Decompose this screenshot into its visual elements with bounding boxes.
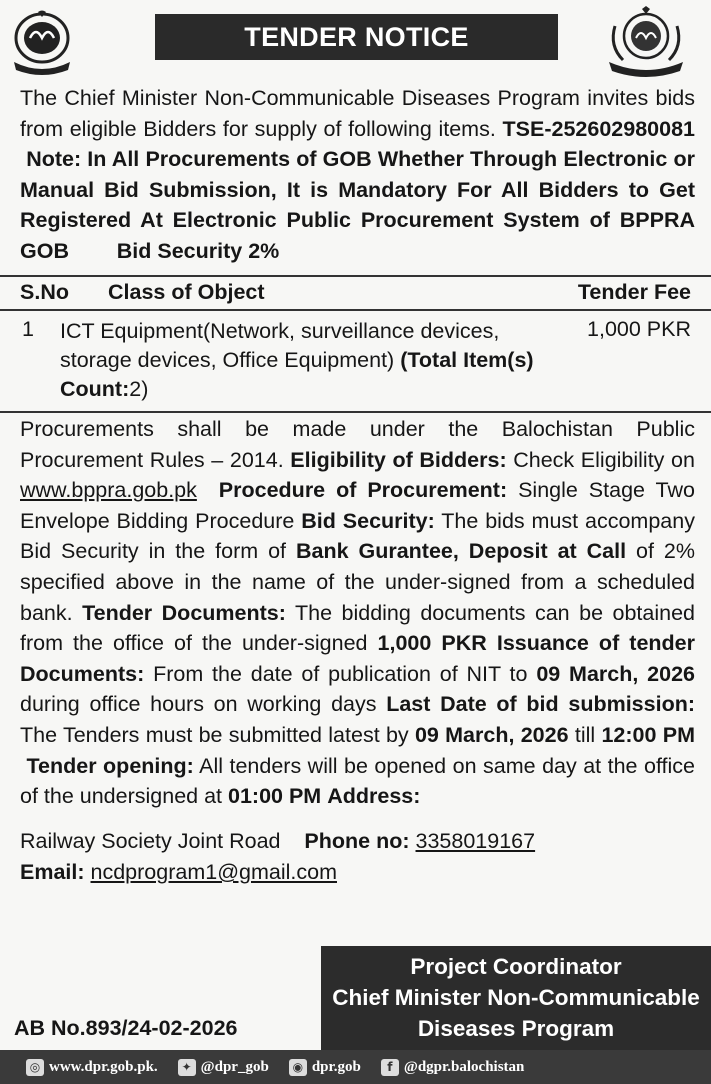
item-description: ICT Equipment(Network, surveillance devices, storage devices, Office Equipment) bbox=[60, 319, 500, 372]
footer-twitter[interactable] bbox=[178, 1059, 269, 1076]
email-link[interactable]: ncdprogram1@gmail.com bbox=[90, 860, 337, 884]
opening-time: 01:00 PM bbox=[228, 784, 322, 809]
government-emblem-right-icon bbox=[603, 6, 689, 80]
header bbox=[0, 0, 711, 84]
table-row bbox=[0, 311, 711, 413]
issuance-text-2: during office hours on working days bbox=[20, 692, 377, 717]
opening-text: All tenders will be opened on same day at the office of the undersigned at bbox=[20, 753, 695, 809]
signature-block bbox=[321, 946, 711, 1050]
signature-org-line-2: Diseases Program bbox=[417, 1016, 615, 1041]
last-date-text: The Tenders must be submitted latest by bbox=[20, 722, 409, 747]
row-sno: 1 bbox=[22, 317, 34, 341]
facebook-icon: f bbox=[381, 1059, 399, 1076]
eligibility-label: Eligibility of Bidders: bbox=[290, 447, 507, 472]
signature-title: Project Coordinator bbox=[410, 954, 622, 979]
tender-documents-text: The bidding documents can be obtained from the office of the under-signed bbox=[20, 600, 695, 656]
address-label: Address: bbox=[327, 784, 421, 809]
item-count-value: 2) bbox=[129, 377, 149, 401]
government-emblem-left-icon bbox=[10, 8, 74, 78]
last-date-value: 09 March, 2026 bbox=[414, 722, 569, 747]
phone-number-link[interactable]: 3358019167 bbox=[415, 829, 536, 853]
items-table bbox=[0, 275, 711, 413]
eligibility-text: Check Eligibility on bbox=[513, 447, 695, 472]
bppra-website-link[interactable]: www.bppra.gob.pk bbox=[20, 478, 197, 503]
table-header bbox=[0, 275, 711, 311]
twitter-icon: ✦ bbox=[178, 1059, 196, 1076]
intro-text: The Chief Minister Non-Communicable Diseases Program invites bids from eligible Bidders for supply of following items. bbox=[20, 86, 695, 141]
email-line bbox=[20, 857, 695, 887]
bank-guarantee-text: Bank Gurantee, Deposit at Call bbox=[295, 539, 627, 564]
procurement-rules-text: Procurements shall be made under the Balochistan Public Procurement Rules – 2014. bbox=[20, 417, 695, 472]
signature-org-line-1: Chief Minister Non-Communicable bbox=[332, 985, 700, 1010]
last-date-label: Last Date of bid submission: bbox=[386, 692, 695, 717]
footer-twitter-text: @dpr_gob bbox=[200, 1058, 269, 1075]
footer-instagram-text: dpr.gob bbox=[311, 1058, 361, 1075]
procedure-label: Procedure of Procurement: bbox=[218, 478, 508, 503]
footer-website[interactable] bbox=[26, 1059, 158, 1076]
tender-documents-label: Tender Documents: bbox=[82, 600, 286, 625]
issuance-date: 09 March, 2026 bbox=[536, 661, 695, 686]
item-count-label: (Total Item(s) Count: bbox=[60, 348, 534, 401]
advertisement-number: AB No.893/24-02-2026 bbox=[14, 1016, 238, 1040]
phone-label: Phone no: bbox=[304, 829, 410, 853]
column-header-fee: Tender Fee bbox=[577, 280, 691, 304]
email-label: Email: bbox=[20, 860, 85, 884]
bid-security-note: Bid Security 2% bbox=[116, 238, 280, 263]
opening-label: Tender opening: bbox=[26, 753, 194, 778]
column-header-class: Class of Object bbox=[108, 280, 265, 304]
instagram-icon: ◉ bbox=[289, 1059, 307, 1076]
address-phone-line bbox=[20, 826, 695, 856]
footer-instagram[interactable] bbox=[289, 1059, 361, 1076]
column-header-sno: S.No bbox=[20, 280, 69, 304]
tender-details bbox=[20, 414, 695, 812]
tender-id: TSE-252602980081 bbox=[502, 116, 695, 141]
last-date-till: till bbox=[574, 722, 596, 747]
row-fee: 1,000 PKR bbox=[587, 317, 691, 341]
issuance-text: From the date of publication of NIT to bbox=[153, 661, 528, 686]
intro-paragraph bbox=[20, 83, 695, 266]
bid-security-text-2: of 2% specified above in the name of the under-signed from a scheduled bank. bbox=[20, 539, 695, 625]
footer-bar bbox=[0, 1050, 711, 1084]
bid-security-label: Bid Security: bbox=[301, 508, 435, 533]
page-title: TENDER NOTICE bbox=[155, 14, 558, 60]
footer-website-text: www.dpr.gob.pk. bbox=[49, 1058, 158, 1075]
bid-security-text: The bids must accompany Bid Security in the form of bbox=[20, 508, 695, 564]
issuance-label: 1,000 PKR Issuance of tender Documents: bbox=[20, 631, 695, 686]
footer-facebook[interactable] bbox=[381, 1059, 525, 1076]
last-date-time: 12:00 PM bbox=[601, 722, 695, 747]
address-text: Railway Society Joint Road bbox=[20, 829, 281, 853]
globe-icon: ◎ bbox=[26, 1059, 44, 1076]
procedure-text: Single Stage Two Envelope Bidding Procedure bbox=[20, 478, 695, 533]
row-description bbox=[60, 317, 570, 404]
footer-facebook-text: @dgpr.balochistan bbox=[403, 1058, 525, 1075]
registration-note: Note: In All Procurements of GOB Whether Through Electronic or Manual Bid Submission, It is Mandatory For All Bidders to Get Registered At Electronic Public Procurement System of BPPRA GOB bbox=[20, 147, 695, 263]
